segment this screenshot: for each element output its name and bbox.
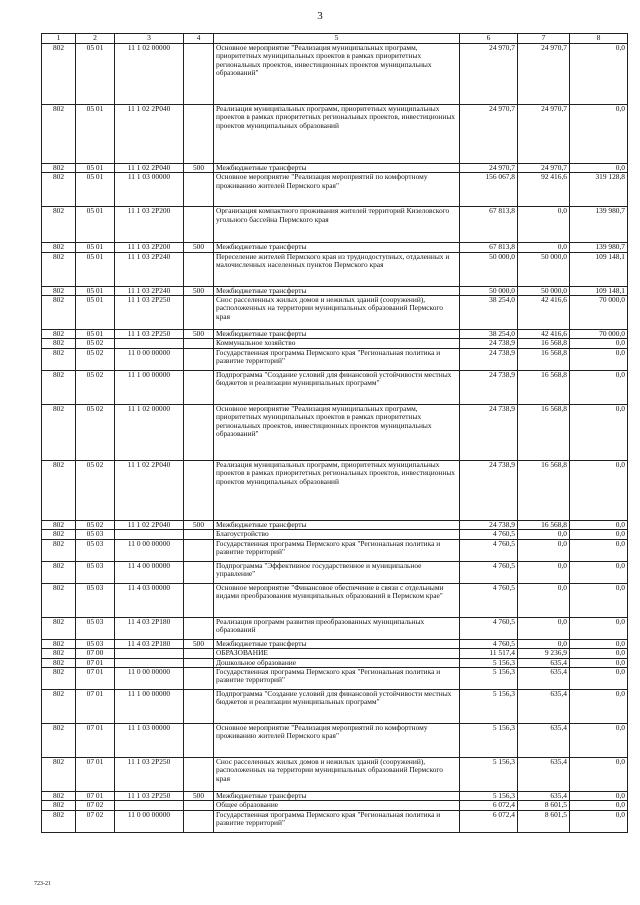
cell-amount-col7: 635,4 (518, 690, 570, 724)
cell-target-article: 11 1 03 00000 (115, 724, 184, 758)
cell-description: Государственная программа Пермского края "Региональная политика и развитие территорий" (214, 668, 460, 690)
cell-ministry-code: 802 (42, 163, 76, 172)
cell-ministry-code: 802 (42, 370, 76, 404)
cell-ministry-code: 802 (42, 561, 76, 583)
table-row (42, 792, 628, 801)
cell-amount-col7: 0,0 (518, 583, 570, 617)
cell-amount-col6: 5 156,3 (460, 668, 518, 690)
cell-section-code: 05 02 (76, 370, 115, 404)
cell-amount-col7: 0,0 (518, 539, 570, 561)
cell-ministry-code: 802 (42, 810, 76, 832)
cell-section-code: 05 01 (76, 173, 115, 207)
cell-section-code: 05 01 (76, 43, 115, 104)
cell-ministry-code: 802 (42, 339, 76, 348)
table-row (42, 295, 628, 329)
cell-target-article: 11 1 03 2P250 (115, 329, 184, 338)
table-row (42, 617, 628, 639)
cell-amount-col8: 0,0 (570, 724, 628, 758)
cell-target-article (115, 649, 184, 658)
cell-amount-col6: 38 254,0 (460, 295, 518, 329)
cell-amount-col6: 11 517,4 (460, 649, 518, 658)
cell-ministry-code: 802 (42, 404, 76, 460)
cell-expense-type (184, 810, 214, 832)
cell-amount-col6: 24 970,7 (460, 43, 518, 104)
cell-ministry-code: 802 (42, 329, 76, 338)
cell-ministry-code: 802 (42, 348, 76, 370)
cell-amount-col8: 0,0 (570, 539, 628, 561)
cell-section-code: 05 03 (76, 617, 115, 639)
cell-target-article: 11 1 02 2P040 (115, 460, 184, 520)
table-row (42, 810, 628, 832)
cell-expense-type (184, 370, 214, 404)
cell-ministry-code: 802 (42, 658, 76, 667)
cell-section-code: 05 02 (76, 348, 115, 370)
cell-amount-col7: 9 236,9 (518, 649, 570, 658)
cell-amount-col6: 4 760,5 (460, 639, 518, 648)
cell-description: Межбюджетные трансферты (214, 520, 460, 529)
cell-amount-col6: 4 760,5 (460, 617, 518, 639)
table-row (42, 460, 628, 520)
cell-target-article: 11 1 00 00000 (115, 370, 184, 404)
cell-description: Межбюджетные трансферты (214, 639, 460, 648)
cell-expense-type: 500 (184, 163, 214, 172)
cell-section-code: 07 01 (76, 658, 115, 667)
cell-expense-type (184, 583, 214, 617)
table-header (42, 34, 628, 44)
cell-target-article: 11 1 03 2P250 (115, 758, 184, 792)
table-body (42, 43, 628, 832)
table-row (42, 43, 628, 104)
cell-amount-col6: 24 970,7 (460, 104, 518, 163)
cell-target-article: 11 0 00 00000 (115, 668, 184, 690)
cell-target-article: 11 1 03 00000 (115, 173, 184, 207)
cell-amount-col7: 24 970,7 (518, 163, 570, 172)
header-col-8: 8 (570, 34, 628, 44)
cell-description: Переселение жителей Пермского края из труднодоступных, отдаленных и малочисленных населенных пунктов Пермского края (214, 252, 460, 286)
cell-amount-col7: 16 568,8 (518, 339, 570, 348)
table-row (42, 207, 628, 243)
table-row (42, 520, 628, 529)
cell-amount-col6: 24 738,9 (460, 404, 518, 460)
cell-amount-col7: 0,0 (518, 207, 570, 243)
cell-amount-col8: 0,0 (570, 690, 628, 724)
cell-amount-col6: 24 970,7 (460, 163, 518, 172)
cell-ministry-code: 802 (42, 460, 76, 520)
cell-description: Основное мероприятие "Реализация мероприятий по комфортному проживанию жителей Пермского края" (214, 724, 460, 758)
cell-expense-type (184, 104, 214, 163)
table-row (42, 690, 628, 724)
cell-ministry-code: 802 (42, 617, 76, 639)
cell-amount-col7: 92 416,6 (518, 173, 570, 207)
cell-amount-col8: 0,0 (570, 404, 628, 460)
cell-ministry-code: 802 (42, 252, 76, 286)
cell-section-code: 05 01 (76, 243, 115, 252)
cell-expense-type: 500 (184, 639, 214, 648)
cell-amount-col6: 5 156,3 (460, 690, 518, 724)
cell-ministry-code: 802 (42, 583, 76, 617)
cell-expense-type (184, 724, 214, 758)
cell-expense-type (184, 617, 214, 639)
cell-expense-type (184, 561, 214, 583)
cell-expense-type (184, 649, 214, 658)
cell-description: Межбюджетные трансферты (214, 286, 460, 295)
table-row (42, 668, 628, 690)
cell-amount-col8: 70 000,0 (570, 329, 628, 338)
cell-amount-col7: 42 416,6 (518, 295, 570, 329)
cell-target-article: 11 4 03 2P180 (115, 639, 184, 648)
cell-description: Снос расселенных жилых домов и нежилых зданий (сооружений), расположенных на территории муниципальных образований Пермского края (214, 758, 460, 792)
cell-target-article (115, 530, 184, 539)
cell-section-code: 05 01 (76, 252, 115, 286)
table-row (42, 286, 628, 295)
cell-target-article: 11 0 00 00000 (115, 810, 184, 832)
cell-section-code: 05 03 (76, 583, 115, 617)
cell-amount-col8: 0,0 (570, 649, 628, 658)
cell-amount-col8: 0,0 (570, 792, 628, 801)
cell-amount-col7: 16 568,8 (518, 348, 570, 370)
cell-expense-type (184, 530, 214, 539)
table-row (42, 539, 628, 561)
cell-expense-type: 500 (184, 243, 214, 252)
table-row (42, 404, 628, 460)
table-row (42, 583, 628, 617)
cell-amount-col6: 24 738,9 (460, 460, 518, 520)
cell-amount-col8: 0,0 (570, 658, 628, 667)
cell-amount-col6: 24 738,9 (460, 348, 518, 370)
cell-description: Межбюджетные трансферты (214, 163, 460, 172)
cell-target-article: 11 1 02 00000 (115, 43, 184, 104)
cell-target-article: 11 1 03 2P240 (115, 252, 184, 286)
cell-amount-col7: 16 568,8 (518, 460, 570, 520)
cell-section-code: 07 02 (76, 801, 115, 810)
cell-description: Общее образование (214, 801, 460, 810)
table-row (42, 530, 628, 539)
cell-amount-col6: 67 813,8 (460, 243, 518, 252)
table-row (42, 724, 628, 758)
cell-section-code: 05 03 (76, 639, 115, 648)
cell-target-article: 11 0 00 00000 (115, 539, 184, 561)
cell-description: Реализация муниципальных программ, приоритетных муниципальных проектов в рамках приоритетных региональных проектов, инвестиционных проектов муниципальных образований (214, 104, 460, 163)
cell-amount-col7: 24 970,7 (518, 43, 570, 104)
cell-ministry-code: 802 (42, 295, 76, 329)
cell-target-article (115, 658, 184, 667)
cell-amount-col7: 0,0 (518, 639, 570, 648)
table-row (42, 104, 628, 163)
cell-amount-col8: 0,0 (570, 617, 628, 639)
cell-amount-col7: 0,0 (518, 561, 570, 583)
cell-description: ОБРАЗОВАНИЕ (214, 649, 460, 658)
cell-ministry-code: 802 (42, 520, 76, 529)
cell-amount-col7: 50 000,0 (518, 286, 570, 295)
cell-expense-type: 500 (184, 792, 214, 801)
cell-section-code: 05 02 (76, 460, 115, 520)
cell-description: Межбюджетные трансферты (214, 329, 460, 338)
cell-amount-col6: 50 000,0 (460, 252, 518, 286)
cell-amount-col6: 5 156,3 (460, 658, 518, 667)
cell-amount-col8: 0,0 (570, 810, 628, 832)
cell-description: Подпрограмма "Создание условий для финансовой устойчивости местных бюджетов и реализации муниципальных программ" (214, 690, 460, 724)
cell-section-code: 05 03 (76, 539, 115, 561)
cell-expense-type (184, 801, 214, 810)
page-number: 3 (317, 10, 323, 22)
cell-expense-type (184, 690, 214, 724)
cell-amount-col6: 50 000,0 (460, 286, 518, 295)
cell-expense-type: 500 (184, 329, 214, 338)
cell-amount-col8: 0,0 (570, 639, 628, 648)
cell-expense-type (184, 539, 214, 561)
cell-description: Основное мероприятие "Реализация муниципальных программ, приоритетных муниципальных проектов в рамках приоритетных региональных проектов, инвестиционных проектов муниципальных образований" (214, 404, 460, 460)
cell-amount-col6: 5 156,3 (460, 792, 518, 801)
cell-amount-col8: 0,0 (570, 163, 628, 172)
cell-target-article: 11 1 03 2P200 (115, 207, 184, 243)
cell-target-article: 11 1 02 2P040 (115, 520, 184, 529)
cell-ministry-code: 802 (42, 668, 76, 690)
cell-amount-col7: 635,4 (518, 668, 570, 690)
cell-section-code: 07 01 (76, 668, 115, 690)
cell-ministry-code: 802 (42, 207, 76, 243)
cell-expense-type (184, 173, 214, 207)
cell-description: Коммунальное хозяйство (214, 339, 460, 348)
cell-target-article (115, 339, 184, 348)
cell-amount-col8: 0,0 (570, 520, 628, 529)
budget-table (41, 33, 628, 833)
cell-amount-col7: 0,0 (518, 617, 570, 639)
cell-section-code: 05 01 (76, 286, 115, 295)
cell-ministry-code: 802 (42, 530, 76, 539)
cell-description: Организация компактного проживания жителей территорий Кизеловского угольного бассейна Пермского края (214, 207, 460, 243)
cell-amount-col7: 0,0 (518, 530, 570, 539)
cell-amount-col7: 8 601,5 (518, 801, 570, 810)
cell-amount-col7: 635,4 (518, 758, 570, 792)
cell-description: Подпрограмма "Создание условий для финансовой устойчивости местных бюджетов и реализации муниципальных программ" (214, 370, 460, 404)
table-row (42, 649, 628, 658)
cell-ministry-code: 802 (42, 286, 76, 295)
cell-section-code: 07 00 (76, 649, 115, 658)
cell-description: Реализация муниципальных программ, приоритетных муниципальных проектов в рамках приоритетных региональных проектов, инвестиционных проектов муниципальных образований (214, 460, 460, 520)
cell-amount-col8: 139 980,7 (570, 243, 628, 252)
cell-amount-col6: 4 760,5 (460, 561, 518, 583)
cell-amount-col8: 0,0 (570, 348, 628, 370)
cell-description: Благоустройство (214, 530, 460, 539)
cell-description: Дошкольное образование (214, 658, 460, 667)
table-row (42, 370, 628, 404)
cell-expense-type (184, 252, 214, 286)
cell-amount-col7: 16 568,8 (518, 404, 570, 460)
header-col-6: 6 (460, 34, 518, 44)
cell-amount-col7: 635,4 (518, 658, 570, 667)
cell-amount-col6: 4 760,5 (460, 583, 518, 617)
cell-ministry-code: 802 (42, 801, 76, 810)
cell-section-code: 07 01 (76, 690, 115, 724)
table-row (42, 639, 628, 648)
header-col-1: 1 (42, 34, 76, 44)
cell-target-article: 11 1 02 2P040 (115, 163, 184, 172)
cell-section-code: 05 01 (76, 163, 115, 172)
cell-ministry-code: 802 (42, 792, 76, 801)
cell-target-article: 11 1 02 00000 (115, 404, 184, 460)
cell-amount-col6: 5 156,3 (460, 758, 518, 792)
cell-target-article: 11 4 00 00000 (115, 561, 184, 583)
cell-amount-col6: 38 254,0 (460, 329, 518, 338)
cell-ministry-code: 802 (42, 43, 76, 104)
cell-amount-col8: 0,0 (570, 758, 628, 792)
cell-amount-col7: 635,4 (518, 724, 570, 758)
cell-section-code: 05 03 (76, 561, 115, 583)
cell-expense-type (184, 658, 214, 667)
cell-ministry-code: 802 (42, 539, 76, 561)
cell-expense-type (184, 758, 214, 792)
cell-section-code: 07 01 (76, 792, 115, 801)
table-row (42, 348, 628, 370)
cell-description: Снос расселенных жилых домов и нежилых зданий (сооружений), расположенных на территории муниципальных образований Пермского края (214, 295, 460, 329)
table-row (42, 561, 628, 583)
table-row (42, 173, 628, 207)
cell-ministry-code: 802 (42, 243, 76, 252)
cell-section-code: 05 02 (76, 339, 115, 348)
cell-amount-col8: 0,0 (570, 104, 628, 163)
cell-section-code: 05 01 (76, 207, 115, 243)
cell-amount-col6: 156 067,8 (460, 173, 518, 207)
cell-expense-type: 500 (184, 286, 214, 295)
cell-amount-col7: 16 568,8 (518, 520, 570, 529)
table-row (42, 163, 628, 172)
cell-amount-col6: 6 072,4 (460, 801, 518, 810)
cell-amount-col6: 24 738,9 (460, 339, 518, 348)
table-row (42, 758, 628, 792)
cell-amount-col8: 70 000,0 (570, 295, 628, 329)
cell-ministry-code: 802 (42, 724, 76, 758)
cell-description: Реализация программ развития преобразованных муниципальных образований (214, 617, 460, 639)
cell-expense-type: 500 (184, 520, 214, 529)
table-row (42, 658, 628, 667)
table-row (42, 801, 628, 810)
cell-amount-col6: 4 760,5 (460, 530, 518, 539)
cell-description: Межбюджетные трансферты (214, 792, 460, 801)
cell-amount-col8: 109 148,1 (570, 252, 628, 286)
footer-code: 723-21 (34, 881, 51, 887)
cell-target-article: 11 4 03 2P180 (115, 617, 184, 639)
cell-ministry-code: 802 (42, 758, 76, 792)
cell-section-code: 05 02 (76, 404, 115, 460)
cell-target-article: 11 1 03 2P240 (115, 286, 184, 295)
cell-target-article: 11 1 03 2P200 (115, 243, 184, 252)
cell-amount-col7: 24 970,7 (518, 104, 570, 163)
cell-amount-col8: 0,0 (570, 801, 628, 810)
cell-target-article: 11 4 03 00000 (115, 583, 184, 617)
cell-amount-col8: 319 128,8 (570, 173, 628, 207)
cell-target-article: 11 1 00 00000 (115, 690, 184, 724)
cell-amount-col8: 0,0 (570, 583, 628, 617)
cell-amount-col8: 0,0 (570, 561, 628, 583)
header-col-2: 2 (76, 34, 115, 44)
cell-amount-col8: 0,0 (570, 370, 628, 404)
cell-amount-col6: 67 813,8 (460, 207, 518, 243)
cell-expense-type (184, 295, 214, 329)
cell-description: Подпрограмма "Эффективное государственное и муниципальное управление" (214, 561, 460, 583)
cell-amount-col8: 0,0 (570, 668, 628, 690)
cell-description: Государственная программа Пермского края "Региональная политика и развитие территорий" (214, 539, 460, 561)
cell-section-code: 07 01 (76, 758, 115, 792)
cell-description: Основное мероприятие "Реализация мероприятий по комфортному проживанию жителей Пермского края" (214, 173, 460, 207)
cell-section-code: 05 01 (76, 295, 115, 329)
cell-amount-col7: 635,4 (518, 792, 570, 801)
cell-amount-col7: 50 000,0 (518, 252, 570, 286)
cell-amount-col6: 24 738,9 (460, 370, 518, 404)
cell-ministry-code: 802 (42, 173, 76, 207)
cell-description: Межбюджетные трансферты (214, 243, 460, 252)
cell-amount-col6: 24 738,9 (460, 520, 518, 529)
cell-expense-type (184, 43, 214, 104)
cell-ministry-code: 802 (42, 649, 76, 658)
cell-amount-col7: 0,0 (518, 243, 570, 252)
cell-expense-type (184, 348, 214, 370)
table-row (42, 243, 628, 252)
cell-amount-col6: 4 760,5 (460, 539, 518, 561)
cell-description: Основное мероприятие "Финансовое обеспечение в связи с отдельными видами преобразования муниципальных образований в Пермском крае" (214, 583, 460, 617)
cell-amount-col8: 0,0 (570, 530, 628, 539)
cell-section-code: 07 02 (76, 810, 115, 832)
cell-amount-col7: 8 601,5 (518, 810, 570, 832)
cell-amount-col8: 109 148,1 (570, 286, 628, 295)
cell-amount-col7: 16 568,8 (518, 370, 570, 404)
cell-section-code: 05 03 (76, 530, 115, 539)
cell-amount-col8: 0,0 (570, 460, 628, 520)
cell-description: Государственная программа Пермского края "Региональная политика и развитие территорий" (214, 348, 460, 370)
table-row (42, 329, 628, 338)
cell-expense-type (184, 404, 214, 460)
cell-expense-type (184, 668, 214, 690)
cell-expense-type (184, 207, 214, 243)
cell-amount-col6: 6 072,4 (460, 810, 518, 832)
cell-section-code: 05 02 (76, 520, 115, 529)
cell-target-article: 11 1 02 2P040 (115, 104, 184, 163)
header-col-3: 3 (115, 34, 184, 44)
cell-section-code: 07 01 (76, 724, 115, 758)
cell-ministry-code: 802 (42, 690, 76, 724)
cell-expense-type (184, 339, 214, 348)
table-row (42, 339, 628, 348)
cell-amount-col8: 139 980,7 (570, 207, 628, 243)
table-row (42, 252, 628, 286)
header-col-4: 4 (184, 34, 214, 44)
cell-amount-col6: 5 156,3 (460, 724, 518, 758)
cell-ministry-code: 802 (42, 104, 76, 163)
cell-section-code: 05 01 (76, 104, 115, 163)
cell-amount-col7: 42 416,6 (518, 329, 570, 338)
header-col-5: 5 (214, 34, 460, 44)
cell-amount-col8: 0,0 (570, 43, 628, 104)
cell-target-article (115, 801, 184, 810)
cell-target-article: 11 1 03 2P250 (115, 792, 184, 801)
cell-description: Государственная программа Пермского края "Региональная политика и развитие территорий" (214, 810, 460, 832)
cell-description: Основное мероприятие "Реализация муниципальных программ, приоритетных муниципальных проектов в рамках приоритетных региональных проектов, инвестиционных проектов муниципальных образований" (214, 43, 460, 104)
header-col-7: 7 (518, 34, 570, 44)
cell-ministry-code: 802 (42, 639, 76, 648)
cell-target-article: 11 0 00 00000 (115, 348, 184, 370)
cell-target-article: 11 1 03 2P250 (115, 295, 184, 329)
cell-amount-col8: 0,0 (570, 339, 628, 348)
cell-section-code: 05 01 (76, 329, 115, 338)
cell-expense-type (184, 460, 214, 520)
